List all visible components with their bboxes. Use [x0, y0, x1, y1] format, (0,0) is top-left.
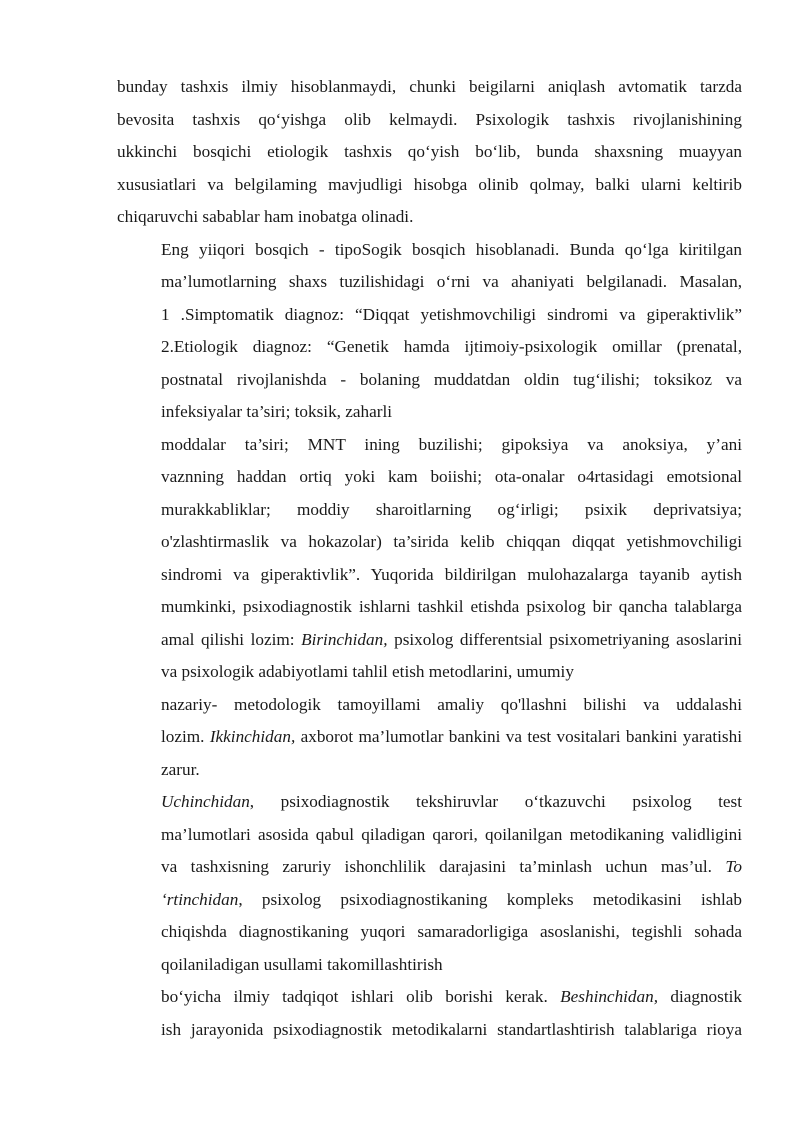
paragraph	[117, 981, 742, 1046]
paragraph	[117, 786, 742, 981]
text-line	[117, 754, 742, 787]
italic-text: Uchinchidan	[161, 792, 250, 811]
text-line	[117, 136, 742, 169]
italic-text: Beshinchidan,	[560, 987, 659, 1006]
text-run: mumkinki, psixodiagnostik ishlarni tashkil etishda psixolog bir qancha talablarga	[161, 597, 742, 616]
paragraph	[117, 71, 742, 234]
text-run: ma’lumotlari asosida qabul qiladigan qarori, qoilanilgan metodikaning validligini	[161, 824, 742, 844]
text-run: postnatal rivojlanishda - bolaning muddatdan oldin tug‘ilishi; toksikoz va	[161, 369, 742, 389]
text-run: ukkinchi bosqichi etiologik tashxis qo‘yish bo‘lib, bunda shaxsning muayyan	[117, 142, 742, 161]
text-line	[117, 461, 742, 494]
text-run: Eng yiiqori bosqich - tipoSogik bosqich hisoblanadi. Bunda qo‘lga kiritilgan	[161, 239, 742, 259]
text-run: bevosita tashxis qo‘yishga olib kelmaydi. Psixologik tashxis rivojlanishining	[117, 109, 742, 129]
text-line	[117, 591, 742, 624]
text-line	[117, 1014, 742, 1047]
text-line	[117, 689, 742, 722]
text-run: moddalar ta’siri; MNT ining buzilishi; gipoksiya va anoksiya, y’ani	[161, 434, 742, 454]
text-run: lozim.	[161, 727, 210, 746]
text-line	[117, 299, 742, 332]
text-line	[117, 364, 742, 397]
text-line	[117, 819, 742, 852]
text-run: 2.Etiologik diagnoz: “Genetik hamda ijtimoiy-psixologik omillar (prenatal,	[161, 337, 742, 356]
text-line	[117, 851, 742, 884]
text-run: sindromi va giperaktivlik”. Yuqorida bildirilgan mulohazalarga tayanib aytish	[161, 564, 742, 584]
text-line	[117, 104, 742, 137]
text-line	[117, 169, 742, 202]
text-line	[117, 396, 742, 429]
text-run: psixolog differentsial psixometriyaning asoslarini	[387, 629, 742, 649]
text-line	[117, 429, 742, 462]
text-run: zarur.	[161, 759, 200, 779]
text-run: , psixolog psixodiagnostikaning kompleks metodikasini ishlab	[238, 889, 742, 909]
text-line	[117, 71, 742, 104]
text-line	[117, 916, 742, 949]
text-line	[117, 981, 742, 1014]
paragraph	[117, 429, 742, 689]
text-line	[117, 721, 742, 754]
text-line	[117, 786, 742, 819]
paragraph	[117, 689, 742, 787]
text-line	[117, 624, 742, 657]
text-run: bunday tashxis ilmiy hisoblanmaydi, chunki beigilarni aniqlash avtomatik tarzda	[117, 77, 742, 96]
text-run: infeksiyalar ta’siri; toksik, zaharli	[161, 402, 393, 421]
text-line	[117, 526, 742, 559]
italic-text: ‘rtinchidan	[161, 889, 239, 909]
body-text	[117, 71, 742, 1046]
text-line	[117, 266, 742, 299]
text-run: chiqaruvchi sabablar ham inobatga olinadi.	[117, 207, 414, 226]
text-run: va tashxisning zaruriy ishonchlilik darajasini ta’minlash uchun mas’ul.	[161, 857, 726, 876]
text-run: diagnostik	[658, 987, 742, 1006]
text-line	[117, 331, 742, 364]
text-run: axborot ma’lumotlar bankini va test vositalari bankini yaratishi	[295, 727, 742, 746]
text-run: o'zlashtirmaslik va hokazolar) ta’sirida kelib chiqqan diqqat yetishmovchiligi	[161, 532, 742, 551]
italic-text: Ikkinchidan,	[209, 727, 296, 746]
text-run: qoilaniladigan usullami takomillashtirish	[161, 954, 443, 974]
text-line	[117, 559, 742, 592]
text-run: , psixodiagnostik tekshiruvlar o‘tkazuvchi psixolog test	[249, 792, 742, 811]
text-run: va psixologik adabiyotlami tahlil etish metodlarini, umumiy	[161, 662, 574, 681]
text-run: chiqishda diagnostikaning yuqori samaradorligiga asoslanishi, tegishli sohada	[161, 922, 742, 941]
text-line	[117, 884, 742, 917]
text-run: vaznning haddan ortiq yoki kam boiishi; ota-onalar o4rtasidagi emotsional	[161, 467, 742, 486]
text-run: amal qilishi lozim:	[161, 629, 302, 649]
text-run: 1 .Simptomatik diagnoz: “Diqqat yetishmovchiligi sindromi va giperaktivlik”	[161, 304, 742, 324]
text-run: ish jarayonida psixodiagnostik metodikalarni standartlashtirish talablariga rioya	[161, 1019, 742, 1039]
text-run: nazariy- metodologik tamoyillami amaliy qo'llashni bilishi va uddalashi	[161, 694, 742, 714]
italic-text: Birinchidan,	[301, 629, 388, 649]
text-run: murakkabliklar; moddiy sharoitlarning og‘irligi; psixik deprivatsiya;	[161, 499, 742, 519]
text-line	[117, 949, 742, 982]
text-line	[117, 234, 742, 267]
text-line	[117, 494, 742, 527]
paragraph	[117, 234, 742, 429]
text-run: ma’lumotlarning shaxs tuzilishidagi o‘rni va ahaniyati belgilanadi. Masalan,	[161, 272, 742, 291]
text-run: xususiatlari va belgilaming mavjudligi hisobga olinib qolmay, balki ularni keltirib	[117, 174, 742, 194]
italic-text: To	[725, 857, 742, 876]
text-line	[117, 201, 742, 234]
text-line	[117, 656, 742, 689]
text-run: bo‘yicha ilmiy tadqiqot ishlari olib borishi kerak.	[161, 987, 561, 1006]
